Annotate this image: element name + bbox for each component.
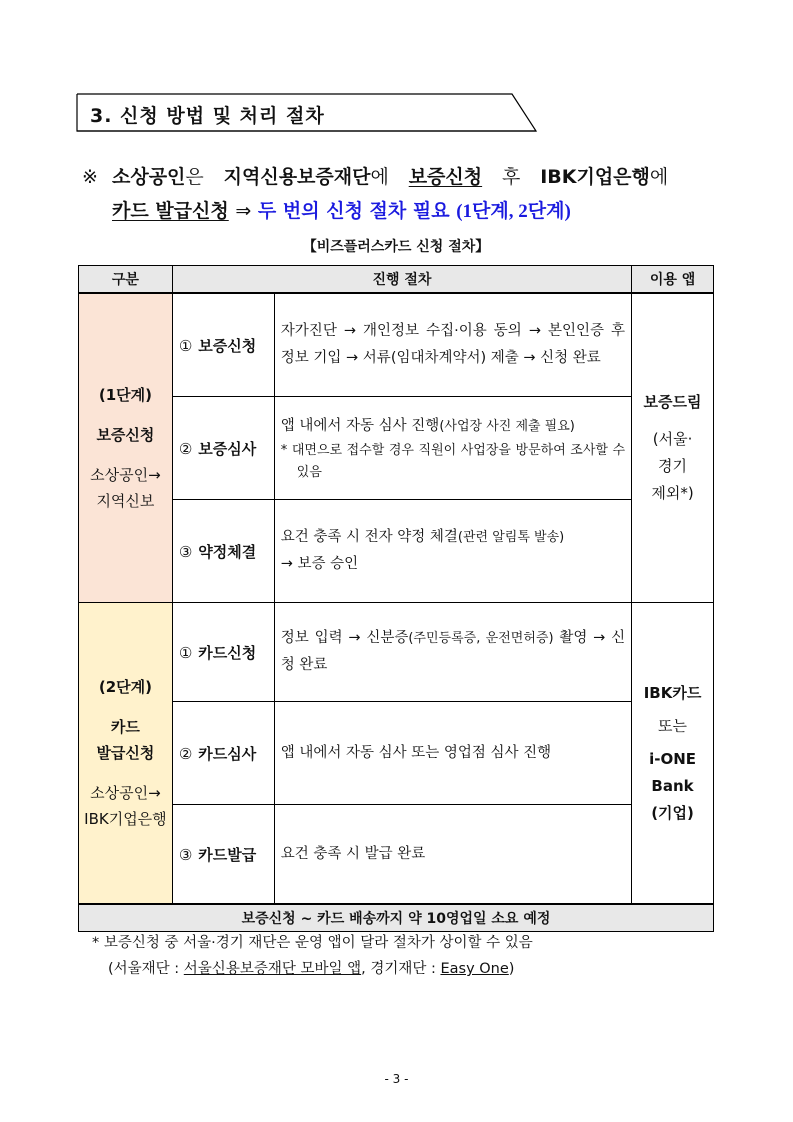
footnote-app-seoul: 서울신용보증재단 모바일 앱	[183, 961, 362, 977]
app-note: 경기	[658, 457, 688, 475]
step-cell	[172, 805, 274, 905]
stage2-cell	[79, 603, 173, 905]
stage-label: (2단계)	[98, 678, 152, 696]
footnote-text: , 경기재단 :	[361, 961, 441, 977]
arrow-icon: ⇒	[235, 200, 252, 222]
section-header	[76, 93, 526, 131]
step-name: 카드심사	[198, 744, 257, 763]
app-name: i-ONE	[649, 749, 696, 768]
stage-name: 발급신청	[96, 744, 155, 762]
table-caption: 【비즈플러스카드 신청 절차】	[302, 239, 490, 255]
notice-text: 후	[501, 166, 521, 188]
app-name: 보증드림	[643, 393, 702, 411]
description-note: (관련 알림톡 발송)	[457, 530, 565, 545]
notice-paragraph	[82, 160, 742, 229]
app-name: Bank	[651, 776, 694, 795]
app-cell-stage1	[632, 293, 714, 603]
step-name: 카드신청	[198, 643, 257, 662]
notice-text: 카드 발급신청	[112, 200, 229, 222]
section-title: 3. 신청 방법 및 처리 절차	[90, 105, 325, 127]
table-row	[79, 702, 714, 805]
footnote-line	[92, 956, 732, 982]
description-text: 촬영 → 신청 완료	[280, 630, 626, 673]
header-process: 진행 절차	[172, 266, 631, 294]
description-text: 앱 내에서 자동 심사 또는 영업점 심사 진행	[280, 744, 552, 761]
step-number: ②	[178, 439, 193, 458]
table-row	[79, 603, 714, 702]
table-row	[79, 397, 714, 500]
step-number: ①	[178, 643, 193, 662]
stage-flow: 지역신보	[96, 492, 155, 510]
step-name: 보증신청	[198, 336, 257, 355]
step-cell	[172, 500, 274, 603]
step-description	[274, 397, 631, 500]
step-name: 보증심사	[198, 439, 257, 458]
table-header-row	[79, 266, 714, 294]
step-cell	[172, 397, 274, 500]
stage-flow: IBK기업은행	[84, 810, 167, 828]
step-description	[274, 293, 631, 397]
description-note: (주민등록증, 운전면허증)	[408, 631, 554, 646]
step-cell	[172, 293, 274, 397]
notice-line-1	[82, 160, 742, 194]
notice-text: 지역신용보증재단	[223, 166, 371, 188]
footnote-line: * 보증신청 중 서울·경기 재단은 운영 앱이 달라 절차가 상이할 수 있음	[92, 935, 533, 951]
notice-highlight: 두 번의 신청 절차 필요	[257, 200, 450, 222]
footnote	[92, 930, 732, 982]
page-number: - 3 -	[384, 1072, 409, 1086]
step-cell	[172, 603, 274, 702]
notice-text: 은	[185, 166, 204, 188]
stage-flow: 소상공인→	[90, 466, 161, 484]
notice-text: 에	[649, 166, 669, 188]
notice-highlight: (1단계, 2단계)	[456, 201, 571, 222]
app-name: (기업)	[651, 803, 694, 822]
stage-name: 카드	[110, 718, 140, 736]
step-description	[274, 603, 631, 702]
table-row	[79, 293, 714, 397]
notice-text: IBK기업은행	[540, 166, 650, 188]
app-cell-stage2	[632, 603, 714, 905]
description-footnote: * 대면으로 접수할 경우 직원이 사업장을 방문하여 조사할 수 있음	[280, 442, 626, 480]
description-text: 앱 내에서 자동 심사 진행	[280, 417, 440, 434]
stage-flow: 소상공인→	[90, 784, 161, 802]
footnote-text: (서울재단 :	[108, 961, 184, 977]
description-text: 자가진단 → 개인정보 수집·이용 동의 → 본인인증 후 정보 기입 → 서류(임대차계약서) 제출 → 신청 완료	[280, 323, 626, 366]
description-note: (사업장 사진 제출 필요)	[439, 418, 575, 434]
description-text: 정보 입력 → 신분증	[280, 630, 409, 646]
step-number: ①	[178, 336, 193, 355]
table-footer: 보증신청 ~ 카드 배송까지 약 10영업일 소요 예정	[79, 904, 714, 932]
step-name: 카드발급	[198, 845, 257, 864]
notice-text: 에	[370, 166, 389, 188]
stage1-cell	[79, 293, 173, 603]
description-text: 요건 충족 시 발급 완료	[280, 845, 426, 862]
app-connector: 또는	[658, 716, 688, 735]
step-number: ③	[178, 845, 193, 864]
reference-mark: ※	[82, 166, 98, 188]
header-app: 이용 앱	[632, 266, 714, 294]
step-number: ②	[178, 744, 193, 763]
notice-text: 소상공인	[112, 166, 186, 188]
table-row	[79, 500, 714, 603]
footnote-text: )	[508, 961, 515, 977]
notice-text: 보증신청	[408, 166, 483, 188]
footnote-app-gyeonggi: Easy One	[440, 961, 509, 977]
app-name: IBK카드	[643, 683, 702, 702]
step-number: ③	[178, 542, 193, 561]
stage-name: 보증신청	[96, 426, 155, 444]
table-footer-row	[79, 904, 714, 932]
description-text: 요건 충족 시 전자 약정 체결	[280, 529, 458, 545]
description-text: → 보증 승인	[280, 556, 359, 572]
process-table	[78, 265, 714, 932]
notice-line-2	[82, 194, 742, 229]
app-note: 제외*)	[651, 484, 694, 502]
header-category: 구분	[79, 266, 173, 294]
step-name: 약정체결	[198, 542, 257, 561]
step-cell	[172, 702, 274, 805]
step-description	[274, 702, 631, 805]
app-note: (서울·	[652, 430, 693, 448]
step-description	[274, 500, 631, 603]
table-row	[79, 805, 714, 905]
stage-label: (1단계)	[98, 386, 152, 404]
step-description	[274, 805, 631, 905]
